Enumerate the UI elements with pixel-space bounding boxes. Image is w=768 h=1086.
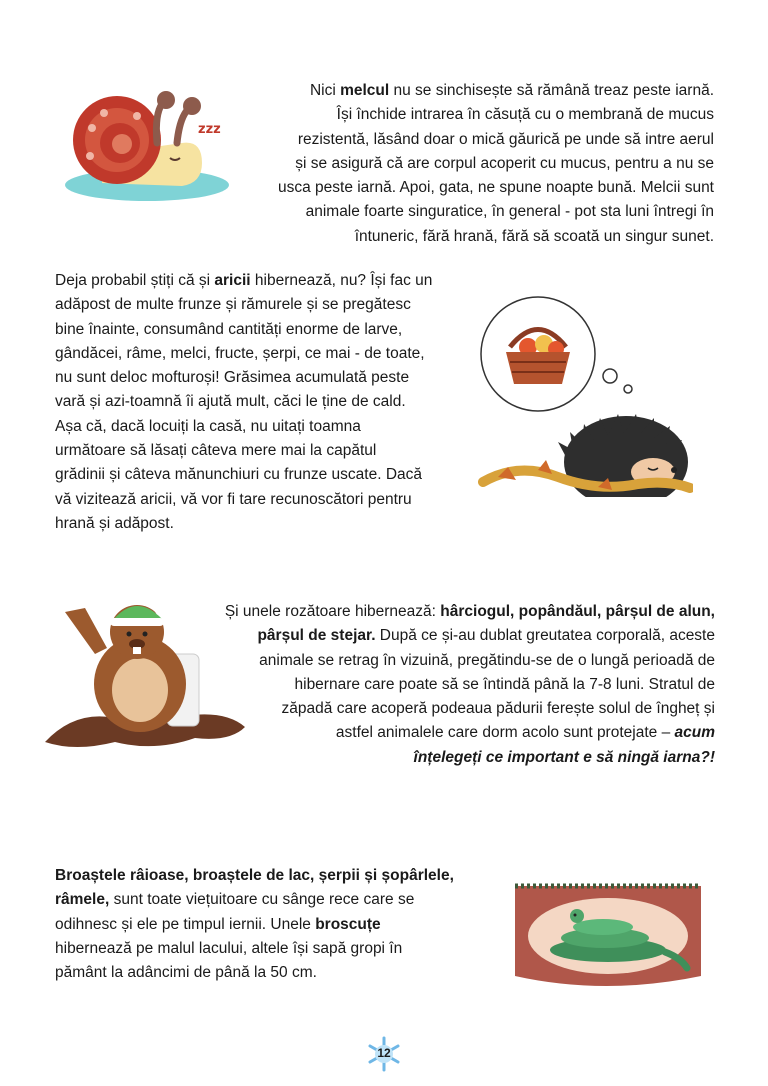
hedgehog-text: Deja probabil știți că și — [55, 272, 215, 289]
hedgehog-text: adăpost de multe frunze și rămurele și se pregătesc — [55, 296, 411, 314]
frogs-keyword: râmele, — [55, 891, 110, 909]
snail-text: nu se sinchisește să rămână treaz peste iarnă. — [389, 82, 714, 99]
snail-illustration — [62, 88, 232, 203]
frogs-keyword: broscuțe — [315, 915, 381, 933]
snail-text: Își închide intrarea în căsuță cu o membrană de mucus — [336, 106, 714, 124]
rodents-text: Și unele rozătoare hibernează: — [224, 603, 441, 620]
hedgehog-keyword: aricii — [214, 272, 251, 289]
hedgehog-text: hrană și adăpost. — [55, 514, 174, 532]
snail-text: rezistentă, lăsând doar o mică găurică pe unde să intre aerul — [297, 130, 714, 148]
rodents-text: zăpadă care acoperă podeaua pădurii ferește solul de îngheț și — [281, 700, 715, 718]
snail-paragraph — [240, 79, 714, 249]
rodents-emphasis: acum — [674, 724, 715, 742]
hedgehog-text: următoare să lăsați câteva mere mai la capătul — [55, 442, 377, 460]
rodents-text: hibernare care poate să se întindă până la 7-8 luni. Stratul de — [294, 675, 715, 693]
page-number-text: 12 — [377, 1046, 391, 1060]
hedgehog-text: grădinii și câteva mănunchiuri cu frunze uscate. Dacă — [55, 466, 423, 484]
rodents-keyword: hârciogul, popândăul, pârșul de alun, — [440, 603, 715, 620]
hedgehog-text: hibernează, nu? Își fac un — [250, 272, 433, 289]
snail-text: animale foarte singuratice, în general - pot sta luni întregi în — [305, 203, 714, 221]
rodents-keyword: pârșul de stejar. — [257, 627, 376, 645]
hedgehog-paragraph — [55, 269, 475, 536]
frogs-text: odihnesc și ele pe timpul iernii. Unele — [55, 915, 316, 933]
rodents-text: După ce și-au dublat greutatea corporală, aceste — [375, 627, 715, 645]
hedgehog-text: vă vizitează aricii, vă vor fi tare recunoscători pentru — [55, 490, 412, 508]
rodents-paragraph — [205, 600, 715, 770]
snail-text: usca peste iarnă. Apoi, gata, ne spune noapte bună. Melcii sunt — [277, 179, 714, 197]
hedgehog-text: nu sunt deloc mofturoși! Grăsimea acumulată peste — [55, 369, 410, 387]
rodents-emphasis: înțelegeți ce important e să ningă iarna?! — [413, 748, 715, 766]
hedgehog-text: bine înainte, consumând cantități enorme de larve, — [55, 320, 403, 338]
snail-keyword: melcul — [340, 82, 390, 99]
snail-text: și se asigură că are corpul acoperit cu mucus, pentru a nu se — [295, 154, 714, 172]
hedgehog-text: vară și azi-toamnă îi ajută mult, căci le ține de cald. — [55, 393, 406, 411]
snake-burrow-illustration — [505, 872, 710, 994]
snail-text: întuneric, fără hrană, fără să scoată un singur sunet. — [354, 227, 714, 245]
hedgehog-illustration — [478, 292, 693, 497]
frogs-text: sunt toate viețuitoare cu sânge rece care se — [109, 891, 415, 909]
rodents-text: astfel animalele care dorm acolo sunt protejate – — [335, 724, 675, 742]
frogs-keyword: Broaștele râioase, broaștele de lac, șerpii și șopârlele, — [55, 867, 454, 884]
frogs-paragraph — [55, 864, 465, 985]
rodents-text: animale se retrag în vizuină, pregătindu-se de o lungă perioadă de — [259, 651, 715, 669]
page-number — [366, 1036, 402, 1072]
hedgehog-text: Așa că, dacă locuiți la casă, nu uitați toamna — [55, 417, 361, 435]
frogs-text: pământ la adâncimi de până la 50 cm. — [55, 964, 317, 982]
frogs-text: hibernează pe malul lacului, altele își sapă gropi în — [55, 939, 403, 957]
svg-text:zzz: zzz — [198, 122, 221, 137]
hedgehog-text: gândăcei, râme, melci, fructe, șerpi, ce mai - de toate, — [55, 344, 425, 362]
snail-text: Nici — [309, 82, 341, 99]
